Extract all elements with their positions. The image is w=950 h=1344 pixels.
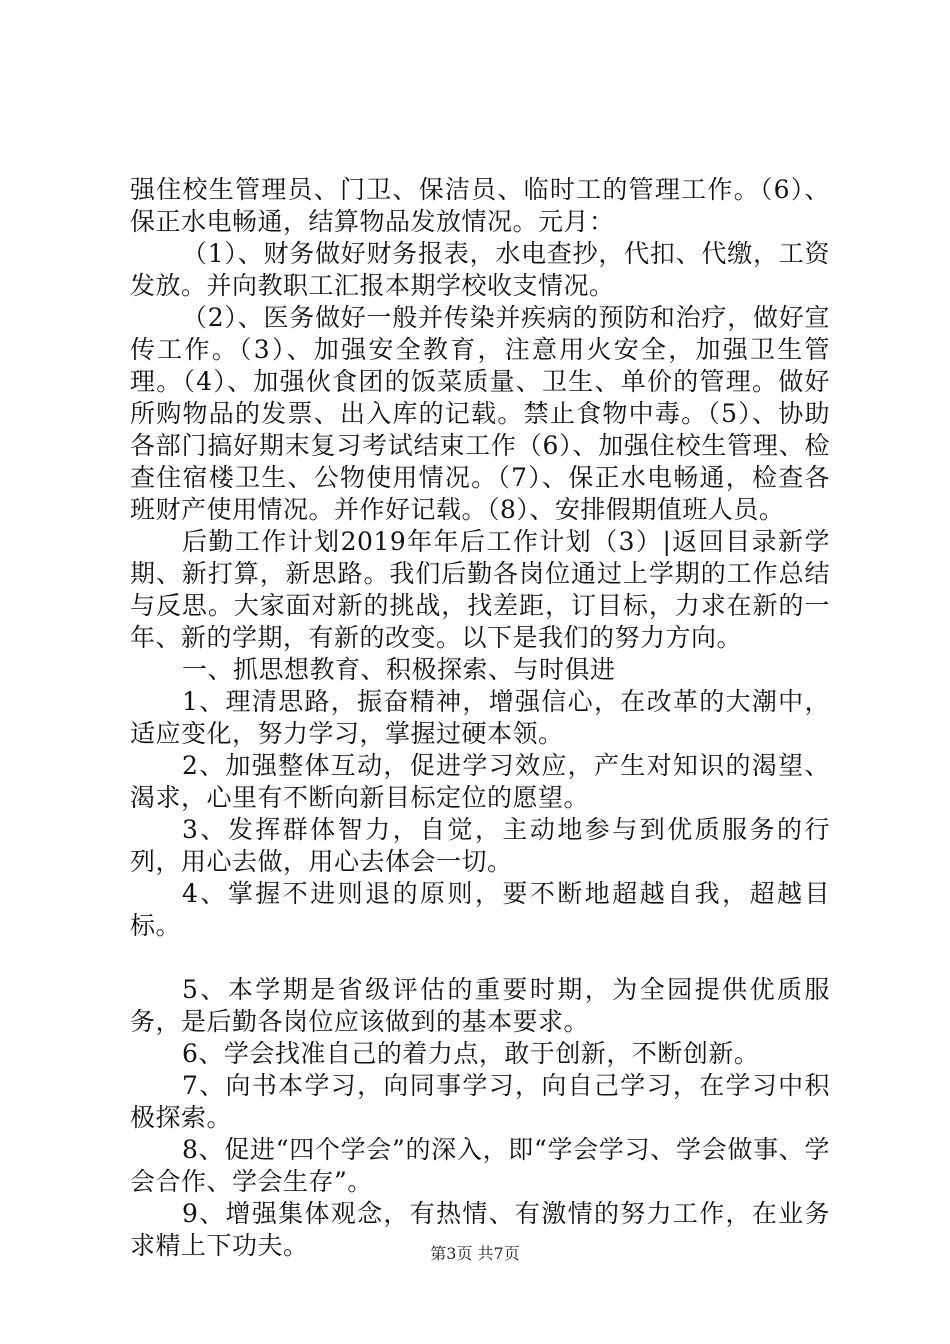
list-item: 4、掌握不进则退的原则，要不断地超越自我，超越目标。 <box>130 879 830 940</box>
list-item: 5、本学期是省级评估的重要时期，为全园提供优质服务，是后勤各岗位应该做到的基本要求。 <box>130 975 830 1036</box>
list-item: 9、增强集体观念，有热情、有激情的努力工作，在业务求精上下功夫。 <box>130 1199 830 1260</box>
list-item: 7、向书本学习，向同事学习，向自己学习，在学习中积极探索。 <box>130 1071 830 1132</box>
list-item: 8、促进“四个学会”的深入，即“学会学习、学会做事、学会合作、学会生存”。 <box>130 1135 830 1196</box>
list-item: 6、学会找准自己的着力点，敢于创新，不断创新。 <box>182 1039 760 1068</box>
section-heading: 一、抓思想教育、积极探索、与时俱进 <box>182 655 616 684</box>
list-item: 2、加强整体互动，促进学习效应，产生对知识的渴望、渴求，心里有不断向新目标定位的愿望。 <box>130 751 830 812</box>
list-item: 3、发挥群体智力，自觉，主动地参与到优质服务的行列，用心去做，用心去体会一切。 <box>130 815 830 876</box>
document-body <box>130 174 830 1262</box>
paragraph-2: （1）、财务做好财务报表，水电查抄，代扣、代缴，工资发放。并向教职工汇报本期学校收支情况。 <box>130 239 830 300</box>
paragraph-1: 强住校生管理员、门卫、保洁员、临时工的管理工作。（6）、保正水电畅通，结算物品发放情况。元月： <box>130 175 830 236</box>
blank-line <box>130 942 830 974</box>
page-number-footer: 第3页 共7页 <box>430 1244 520 1263</box>
list-item: 1、理清思路，振奋精神，增强信心，在改革的大潮中，适应变化，努力学习，掌握过硬本领。 <box>130 687 830 748</box>
paragraph-3: （2）、医务做好一般并传染并疾病的预防和治疗，做好宣传工作。（3）、加强安全教育，注意用火安全，加强卫生管理。（4）、加强伙食团的饭菜质量、卫生、单价的管理。做好所购物品的发票、出入库的记载。禁止食物中毒。（5）、协助各部门搞好期末复习考试结束工作（6）、加强住校生管理、检查住宿楼卫生、公物使用情况。（7）、保正水电畅通，检查各班财产使用情况。并作好记载。（8）、安排假期值班人员。 <box>130 303 830 524</box>
paragraph-4: 后勤工作计划2019年年后工作计划（3）|返回目录新学期、新打算，新思路。我们后勤各岗位通过上学期的工作总结与反思。大家面对新的挑战，找差距，订目标，力求在新的一年、新的学期，有新的改变。以下是我们的努力方向。 <box>130 527 830 652</box>
